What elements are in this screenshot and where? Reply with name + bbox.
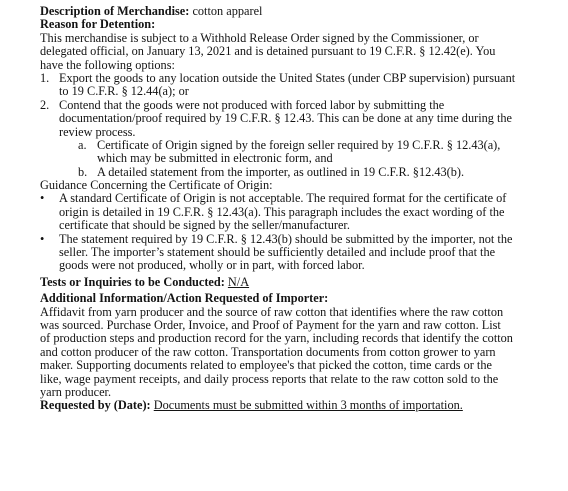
reason-paragraph (40, 32, 560, 72)
additional-line: and cotton producer of the raw cotton. Transportation documents from cotton grower to yarn (40, 344, 496, 359)
option-number: 1. (40, 70, 50, 85)
option-number: 2. (40, 97, 50, 112)
suboption-item (40, 139, 560, 166)
additional-info-paragraph (40, 306, 560, 400)
option-line: Contend that the goods were not produced with forced labor by submitting the (59, 97, 445, 112)
option-line: Export the goods to any location outside the United States (under CBP supervision) pursuant (59, 70, 516, 85)
bullet-line: origin is detailed in 19 C.F.R. § 12.43(a). This paragraph includes the exact wording of the (59, 204, 505, 219)
bullet-marker: • (40, 191, 45, 206)
bullet-line: seller. The importer’s statement should be sufficiently detailed and include proof that the (59, 245, 496, 260)
bullet-marker: • (40, 231, 45, 246)
suboption-item (40, 166, 560, 179)
option-item (40, 99, 560, 139)
option-item (40, 72, 560, 99)
suboption-letter: a. (78, 137, 87, 152)
detention-notice-document (40, 5, 560, 413)
tests-label: Tests or Inquiries to be Conducted: (40, 274, 225, 289)
option-line: documentation/proof required by 19 C.F.R. § 12.43. This can be done at any time during the (59, 111, 513, 126)
reason-for-detention-heading: Reason for Detention: (40, 17, 156, 32)
bullet-line: certificate that should be signed by the seller/manufacturer. (59, 218, 350, 233)
requested-by-value: Documents must be submitted within 3 months of importation. (153, 398, 463, 413)
guidance-bullet (40, 233, 560, 273)
suboption-letter: b. (78, 164, 88, 179)
reason-line: This merchandise is subject to a Withhold Release Order signed by the Commissioner, or (40, 30, 479, 45)
additional-line: like, wage payment receipts, and daily process reports that relate to the raw cotton sold to the (40, 371, 499, 386)
reason-line: delegated official, on January 13, 2021 and is detained pursuant to 19 C.F.R. § 12.42(e). You (40, 44, 496, 59)
guidance-heading: Guidance Concerning the Certificate of Origin: (40, 178, 273, 193)
additional-line: maker. Supporting documents related to employee's that picked the cotton, time cards or the (40, 358, 492, 373)
additional-line: yarn producer. (40, 384, 112, 399)
bullet-line: A standard Certificate of Origin is not acceptable. The required format for the certificate of (59, 191, 507, 206)
bullet-line: The statement required by 19 C.F.R. § 12.43(b) should be submitted by the importer, not the (59, 231, 513, 246)
tests-value: N/A (227, 274, 250, 289)
requested-by-label: Requested by (Date): (40, 398, 151, 413)
requested-by-line (40, 399, 560, 412)
additional-info-heading: Additional Information/Action Requested of Importer: (40, 291, 329, 306)
option-line: to 19 C.F.R. § 12.44(a); or (59, 84, 189, 99)
merchandise-description-label: Description of Merchandise: (40, 4, 190, 18)
bullet-line: goods were not produced, wholly or in part, with forced labor. (59, 258, 365, 273)
suboption-line: which may be submitted in electronic form, and (97, 151, 333, 166)
tests-line (40, 276, 560, 289)
guidance-bullet (40, 192, 560, 232)
additional-line: was sourced. Purchase Order, Invoice, and Proof of Payment for the yarn and raw cotton. List (40, 317, 501, 332)
reason-line: have the following options: (40, 57, 175, 72)
additional-line: Affidavit from yarn producer and the source of raw cotton that identifies where the raw cotton (40, 304, 504, 319)
suboption-line: A detailed statement from the importer, as outlined in 19 C.F.R. §12.43(b). (97, 164, 465, 179)
suboption-line: Certificate of Origin signed by the foreign seller required by 19 C.F.R. § 12.43(a), (97, 137, 501, 152)
merchandise-description-value: cotton apparel (189, 4, 263, 18)
additional-line: of production steps and production record for the yarn, including records that identify the cotton (40, 331, 513, 346)
merchandise-description-line (40, 5, 560, 18)
option-line: review process. (59, 124, 136, 139)
